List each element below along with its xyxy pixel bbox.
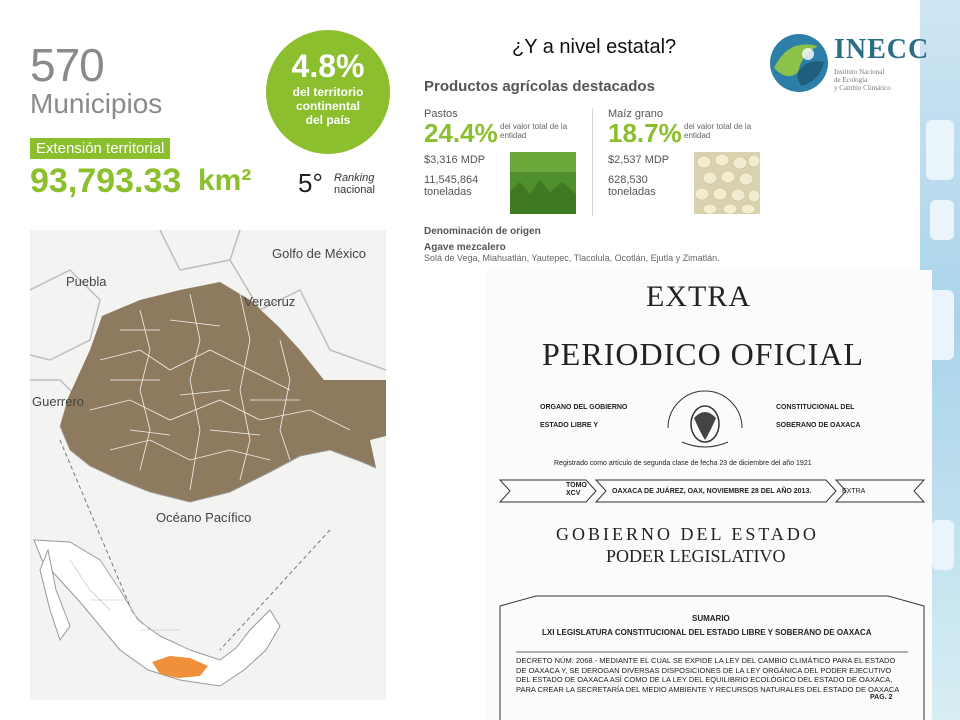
product-percent: 18.7% (608, 118, 682, 148)
oaxaca-state-shape (60, 282, 386, 502)
doc-gobierno: GOBIERNO DEL ESTADO (556, 524, 819, 544)
decor-block (932, 520, 954, 570)
territory-percent-value: 4.8% (291, 48, 365, 84)
doc-sumario: SUMARIO (692, 614, 730, 623)
products-divider (592, 108, 593, 216)
decor-block (926, 120, 954, 180)
inecc-logo (768, 32, 928, 96)
logo-subtitle-line: Instituto Nacional (834, 68, 885, 76)
product-percent-sub: del valor total de la entidad (684, 122, 752, 140)
doc-periodico: PERIODICO OFICIAL (542, 336, 864, 372)
extension-value: 93,793.33 (30, 162, 182, 200)
product-mdp: $2,537 MDP (608, 154, 670, 166)
product-card (608, 108, 752, 198)
product-percent: 24.4% (424, 118, 498, 148)
map-label-puebla: Puebla (66, 274, 107, 289)
territory-percent-text-line: del territorio (292, 85, 364, 99)
doc-extra: EXTRA (646, 280, 751, 313)
grass-photo (510, 152, 576, 214)
doc-lxi: LXI LEGISLATURA CONSTITUCIONAL DEL ESTADO LIBRE Y SOBERANO DE OAXACA (542, 628, 872, 637)
doc-soberano: SOBERANO DE OAXACA (776, 422, 861, 429)
rank-text-line: nacional (334, 184, 375, 196)
doc-estado: ESTADO LIBRE Y (540, 422, 599, 429)
doc-poder: PODER LEGISLATIVO (606, 546, 786, 566)
rank-value: 5° (298, 168, 323, 198)
map-label-oceano: Océano Pacífico (156, 510, 252, 525)
doc-pag: PAG. 2 (870, 694, 893, 701)
municipios-label: Municipios (30, 88, 163, 119)
map-drawing (30, 230, 386, 700)
product-percent-sub: del valor total de la entidad (500, 122, 568, 140)
product-card (424, 108, 568, 198)
logo-name: INECC (834, 34, 930, 65)
product-tons-value: 628,530 (608, 174, 648, 186)
mexico-seal-icon (662, 388, 748, 452)
logo-subtitle-line: y Cambio Climático (834, 84, 891, 92)
origin-title: Denominación de origen (424, 226, 541, 237)
product-tons-label: toneladas (608, 186, 656, 198)
origin-places: Solá de Vega, Miahuatlán, Yautepec, Tlacolula, Ocotlán, Ejutla y Zimatlán. (424, 253, 720, 263)
products-title: Productos agrícolas destacados (424, 78, 655, 95)
territory-percent-badge (266, 30, 390, 154)
doc-decreto: DECRETO NÚM. 2068.- MEDIANTE EL CUAL SE EXPIDE LA LEY DEL CAMBIO CLIMÁTICO PARA EL ESTADO DE OAXACA Y, SE DEROGAN DIVERSAS DISPOSICIONES DE LA LEY ORGÁNICA DEL PODER EJECUTIVO DEL ESTADO DE OAXACA ASÍ COMO DE LA LEY DEL EQUILIBRIO ECOLÓGICO DEL ESTADO DE OAXACA, PARA CREAR LA SECRETARÍA DEL MEDIO AMBIENTE Y RECURSOS NATURALES DEL ESTADO DE OAXACA (516, 656, 900, 694)
rank-text-line: Ranking (334, 172, 375, 184)
corn-kernels-photo (694, 152, 760, 214)
territory-percent-text-line: continental (295, 99, 360, 113)
map-label-guerrero: Guerrero (32, 394, 85, 409)
mexico-inset (34, 540, 280, 686)
doc-extra-small: EXTRA (842, 488, 866, 495)
page-title: ¿Y a nivel estatal? (512, 36, 677, 58)
extension-label: Extensión territorial (30, 138, 170, 159)
doc-tomo: TOMO XCV (566, 482, 587, 497)
product-name: Pastos (424, 108, 458, 120)
rank-text (334, 172, 375, 196)
origin-name: Agave mezcalero (424, 242, 506, 253)
product-name: Maíz grano (608, 108, 664, 120)
territory-percent-text-line: del país (305, 113, 351, 127)
doc-organo: ORGANO DEL GOBIERNO (540, 404, 628, 411)
product-tons (608, 174, 656, 198)
product-tons-label: toneladas (424, 186, 472, 198)
map-label-golfo: Golfo de México (272, 246, 366, 261)
product-tons (424, 174, 478, 198)
doc-fecha: OAXACA DE JUÁREZ, OAX, NOVIEMBRE 28 DEL AÑO 2013. (612, 488, 812, 495)
inecc-emblem-icon (768, 32, 830, 94)
oaxaca-map (30, 230, 386, 700)
doc-registrado: Registrado como artículo de segunda clase de fecha 23 de diciembre del año 1921 (554, 460, 812, 467)
product-mdp: $3,316 MDP (424, 154, 486, 166)
map-label-veracruz: Veracruz (244, 294, 296, 309)
doc-constitucional: CONSTITUCIONAL DEL (776, 404, 855, 411)
logo-subtitle (834, 68, 934, 92)
decor-block (930, 200, 954, 240)
periodico-oficial-document (486, 270, 932, 720)
logo-subtitle-line: de Ecología (834, 76, 868, 84)
municipios-count: 570 (30, 39, 104, 91)
product-tons-value: 11,545,864 (424, 174, 479, 186)
extension-unit: km² (198, 164, 252, 197)
